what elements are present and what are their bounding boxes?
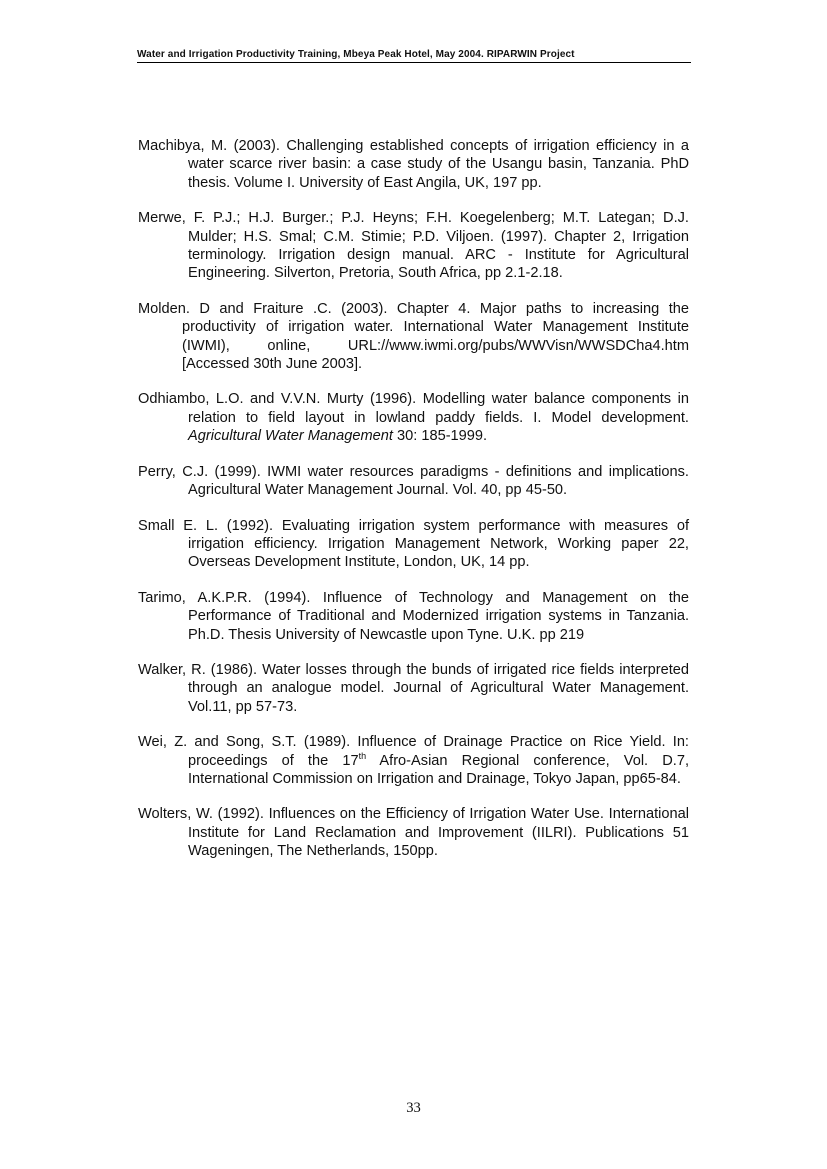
running-header: Water and Irrigation Productivity Training, Mbeya Peak Hotel, May 2004. RIPARWIN Project <box>137 49 691 63</box>
reference-item: Walker, R. (1986). Water losses through the bunds of irrigated rice fields interpreted through an analogue model. Journal of Agricultural Water Management. Vol.11, pp 57-73. <box>138 661 689 715</box>
reference-item: Tarimo, A.K.P.R. (1994). Influence of Technology and Management on the Performance of Traditional and Modernized irrigation systems in Tanzania. Ph.D. Thesis University of Newcastle upon Tyne. U.K. pp 219 <box>138 589 689 643</box>
journal-title: Agricultural Water Management <box>188 428 393 445</box>
reference-text: Molden. D and Fraiture .C. (2003). Chapter 4. Major paths to increasing the productivity of irrigation water. International Water Management Institute (IWMI), online, <box>138 300 689 354</box>
page-number: 33 <box>406 1100 421 1116</box>
reference-item: Small E. L. (1992). Evaluating irrigation system performance with measures of irrigation efficiency. Irrigation Management Network, Working paper 22, Overseas Development Institute, London, UK, 14 pp. <box>138 517 689 571</box>
reference-item: Wolters, W. (1992). Influences on the Efficiency of Irrigation Water Use. International Institute for Land Reclamation and Improvement (IILRI). Publications 51 Wageningen, The Netherlands, 150pp. <box>138 806 689 860</box>
reference-text: Odhiambo, L.O. and V.V.N. Murty (1996). Modelling water balance components in relation to field layout in lowland paddy fields. I. Model development. <box>138 391 689 426</box>
reference-item: Machibya, M. (2003). Challenging established concepts of irrigation efficiency in a water scarce river basin: a case study of the Usangu basin, Tanzania. PhD thesis. Volume I. University of East Angila, UK, 197 pp. <box>138 138 689 191</box>
reference-text: Afro-Asian Regional conference, Vol. D.7, International Commission on Irrigation and Drainage, Tokyo Japan, pp65-84. <box>188 752 689 787</box>
reference-item <box>138 733 689 788</box>
superscript: th <box>358 750 367 761</box>
reference-text: 30: 185-1999. <box>392 428 488 445</box>
reference-item: Merwe, F. P.J.; H.J. Burger.; P.J. Heyns; F.H. Koegelenberg; M.T. Lategan; D.J. Mulder; H.S. Smal; C.M. Stimie; P.D. Viljoen. (1997). Chapter 2, Irrigation terminology. Irrigation design manual. ARC - Institute for Agricultural Engineering. Silverton, Pretoria, South Africa, pp 2.1-2.18. <box>138 210 689 282</box>
reference-item <box>138 390 689 445</box>
reference-list <box>138 137 689 878</box>
reference-item <box>138 300 689 374</box>
reference-item: Perry, C.J. (1999). IWMI water resources paradigms - definitions and implications. Agricultural Water Management Journal. Vol. 40, pp 45-50. <box>138 463 689 499</box>
reference-text: Wei, Z. and Song, S.T. (1989). Influence of Drainage Practice on Rice Yield. In: proceedings of the 17 <box>138 734 689 769</box>
reference-text: [Accessed 30th June 2003]. <box>182 356 363 373</box>
reference-url[interactable]: URL://www.iwmi.org/pubs/WWVisn/WWSDCha4.htm <box>347 337 689 354</box>
